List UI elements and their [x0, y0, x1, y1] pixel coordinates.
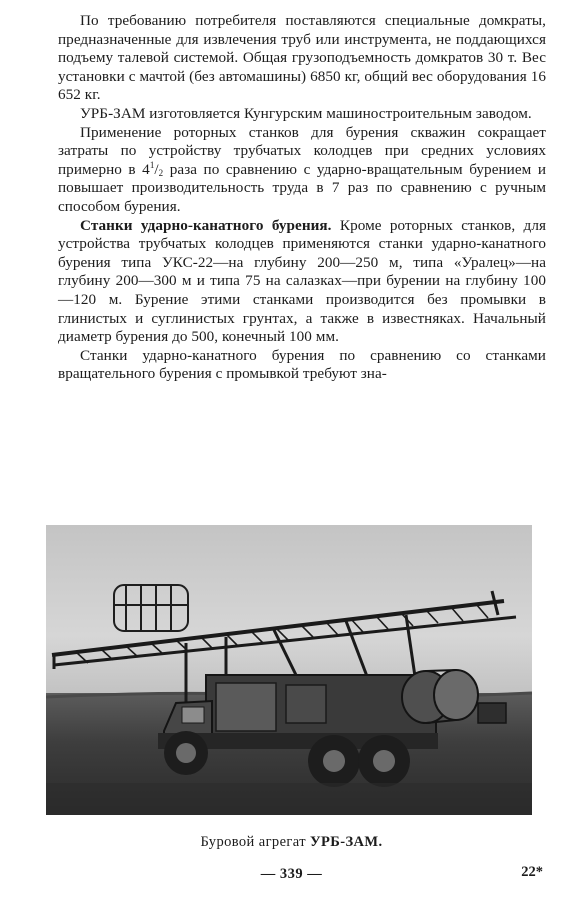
- caption-text: Буровой агрегат: [200, 834, 310, 850]
- drilling-rig-photo: [46, 525, 532, 815]
- fraction-denominator: 2: [158, 167, 164, 178]
- paragraph-comparison: Станки ударно-канатного бурения по сравнению со станками вращательного бурения с промывкой требуют зна-: [58, 346, 546, 383]
- section-run-in-heading: Станки ударно-канатного бурения.: [80, 216, 332, 234]
- paragraph-percussion-body: Кроме роторных станков, для устройства трубчатых колодцев применяются станки ударно-канатного бурения типа УКС-22—на глубину 200—250 м, типа «Уралец»—на глубину 200—300 м и типа 75 на салазках—при бурении на глубину 100—120 м. Бурение этими станками производится без промывки в глинистых и суглинистых грунтах, а также в известняках. Начальный диаметр бурения до 500, конечный 100 мм.: [58, 216, 546, 346]
- body-text: [58, 12, 546, 384]
- page-number: — 339 —: [260, 866, 323, 882]
- paragraph-manufacturer: УРБ-ЗАМ изготовляется Кунгурским машиностроительным заводом.: [80, 104, 532, 122]
- foreground-shadow: [46, 783, 532, 815]
- paragraph-percussion-rigs: [58, 217, 546, 347]
- figure-caption: [0, 834, 583, 851]
- paragraph-rotary-efficiency: Применение роторных станков для бурения скважин сокращает затраты по устройству трубчатых колодцев при средних условиях примерно в $4^1/_2$ раза по сравнению с ударно-вращательным бурением и повышает производительность труда в 7 раз по сравнению с ручным способом бурения.: [58, 123, 546, 215]
- paragraph-rotary-text-start: Применение роторных станков для бурения скважин сокращает затраты по устройству трубчатых колодцев при средних условиях примерно в 4: [58, 123, 546, 178]
- paragraph-rotary-text-end: раза по сравнению с ударно-вращательным бурением и повышает производительность труда в 7 раз по сравнению с ручным способом бурения.: [58, 160, 546, 215]
- fraction-numerator: 1: [149, 159, 155, 170]
- caption-model: УРБ-ЗАМ.: [309, 834, 383, 850]
- signature-mark: 22*: [521, 864, 543, 880]
- paragraph-jacks: По требованию потребителя поставляются специальные домкраты, предназначенные для извлечения труб или инструмента, не поддающихся подъему талевой системой. Общая грузоподъемность домкратов 30 т. Вес установки с мачтой (без автомашины) 6850 кг, общий вес оборудования 16 652 кг.: [58, 12, 546, 104]
- drilling-rig-illustration: [46, 525, 532, 815]
